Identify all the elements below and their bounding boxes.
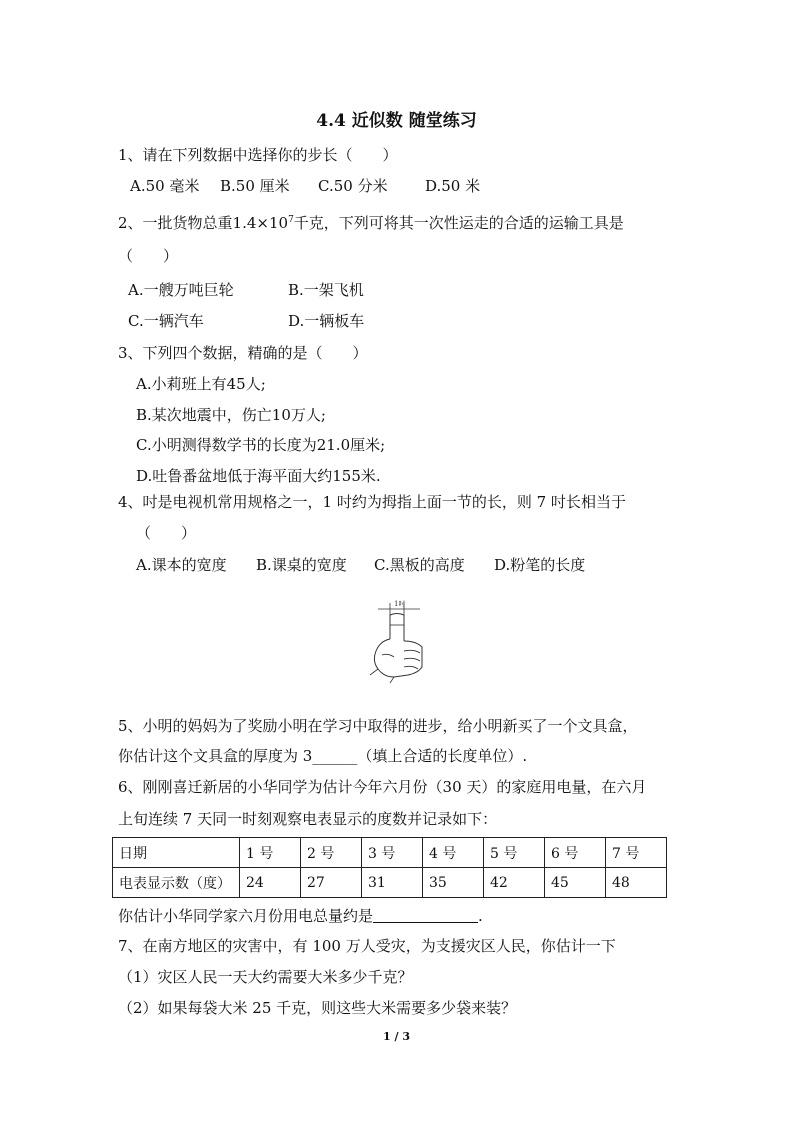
q4-bracket: （ ）: [136, 524, 197, 542]
q6-answer-suffix: .: [478, 907, 483, 925]
table-cell: 48: [606, 868, 667, 898]
q2-stem-pre: 2、一批货物总重1.4×10: [118, 214, 289, 232]
table-header-cell: 1 号: [240, 838, 301, 868]
q4-option-a: A.课本的宽度: [136, 556, 227, 574]
table-header-cell: 2 号: [301, 838, 362, 868]
table-cell: 31: [362, 868, 423, 898]
q2-option-a: A.一艘万吨巨轮: [128, 281, 234, 299]
page-title: 4.4 近似数 随堂练习: [316, 111, 477, 131]
q2-bracket: （ ）: [118, 247, 179, 265]
table-cell: 42: [484, 868, 545, 898]
figure-label: 1吋: [394, 600, 406, 608]
q6-answer-prefix: 你估计小华同学家六月份用电总量约是: [118, 907, 374, 925]
table-header-cell: 日期: [113, 838, 240, 868]
table-header-cell: 3 号: [362, 838, 423, 868]
table-header-cell: 4 号: [423, 838, 484, 868]
table-header-cell: 5 号: [484, 838, 545, 868]
q4-option-d: D.粉笔的长度: [494, 556, 586, 574]
page-number: 1 / 3: [383, 1030, 410, 1043]
q2-options-row2: [128, 311, 364, 331]
q1-options: [130, 176, 480, 196]
table-header-cell: 7 号: [606, 838, 667, 868]
q4-options: [136, 555, 585, 575]
q7-stem: 7、在南方地区的灾害中，有 100 万人受灾，为支援灾区人民，你估计一下: [118, 937, 616, 955]
q1-stem: 1、请在下列数据中选择你的步长（ ）: [118, 146, 398, 164]
q2-stem: [118, 213, 624, 233]
table-cell: 27: [301, 868, 362, 898]
table-header-row: [113, 838, 667, 868]
table-row: [113, 868, 667, 898]
q2-option-d: D.一辆板车: [288, 312, 365, 330]
q6-answer-line: [118, 906, 483, 926]
q2-option-b: B.一架飞机: [288, 281, 364, 299]
q6-line2: 上旬连续 7 天同一时刻观察电表显示的度数并记录如下：: [118, 810, 498, 828]
q7-sub1: （1）灾区人民一天大约需要大米多少千克？: [118, 968, 413, 986]
q2-option-c: C.一辆汽车: [128, 312, 204, 330]
q4-stem: 4、吋是电视机常用规格之一，1 吋约为拇指上面一节的长，则 7 吋长相当于: [118, 493, 626, 511]
q1-option-a: A.50 毫米: [130, 177, 200, 195]
table-cell: 35: [423, 868, 484, 898]
table-cell: 24: [240, 868, 301, 898]
q4-option-b: B.课桌的宽度: [256, 556, 347, 574]
meter-reading-table: [112, 837, 667, 898]
thumb-inch-figure: [364, 595, 426, 685]
q1-option-d: D.50 米: [425, 177, 481, 195]
q1-option-c: C.50 分米: [318, 177, 388, 195]
q2-options-row1: [128, 280, 364, 300]
q5-line2: 你估计这个文具盒的厚度为 3______（填上合适的长度单位）.: [118, 747, 528, 765]
q2-stem-exponent: 7: [288, 215, 294, 225]
q1-option-b: B.50 厘米: [220, 177, 290, 195]
q5-line1: 5、小明的妈妈为了奖励小明在学习中取得的进步，给小明新买了一个文具盒，: [118, 717, 638, 735]
table-header-cell: 6 号: [545, 838, 606, 868]
answer-blank: [373, 906, 478, 923]
q6-line1: 6、刚刚喜迁新居的小华同学为估计今年六月份（30 天）的家庭用电量，在六月: [118, 778, 647, 796]
q2-stem-post: 千克，下列可将其一次性运走的合适的运输工具是: [293, 214, 624, 232]
q3-stem: 3、下列四个数据，精确的是（ ）: [118, 344, 368, 362]
q3-option-c: C.小明测得数学书的长度为21.0厘米;: [136, 436, 386, 454]
table-cell: 45: [545, 868, 606, 898]
q4-option-c: C.黑板的高度: [374, 556, 465, 574]
table-cell: 电表显示数（度）: [113, 868, 240, 898]
q3-option-d: D.吐鲁番盆地低于海平面大约155米.: [136, 467, 381, 485]
q3-option-b: B.某次地震中，伤亡10万人;: [136, 406, 326, 424]
q3-option-a: A.小莉班上有45人;: [136, 375, 266, 393]
q7-sub2: （2）如果每袋大米 25 千克，则这些大米需要多少袋来装？: [118, 999, 517, 1017]
